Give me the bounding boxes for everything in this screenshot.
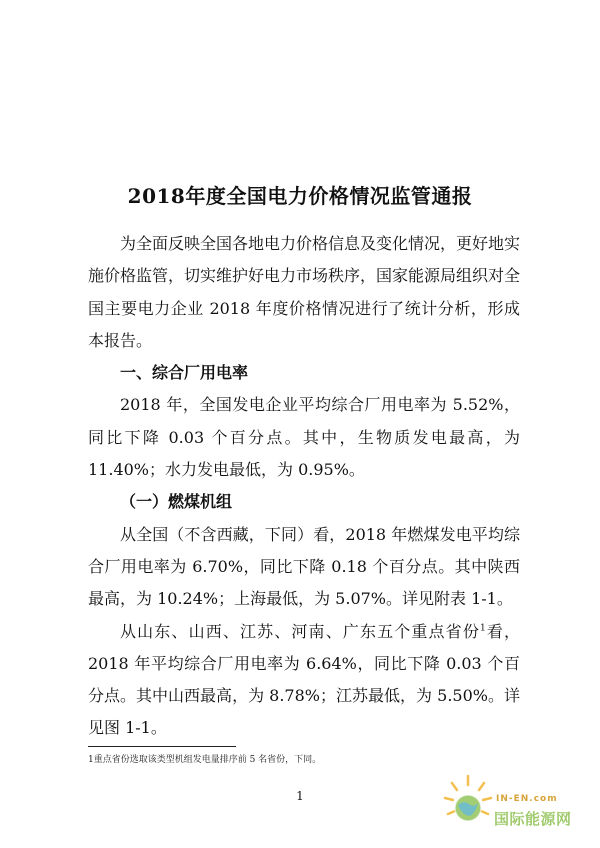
section-paragraph: 2018 年，全国发电企业平均综合厂用电率为 5.52%，同比下降 0.03 个百分点。其中，生物质发电最高，为 11.40%；水力发电最低，为 0.95%。 bbox=[88, 395, 520, 480]
section-heading: 一、综合厂用电率 bbox=[120, 363, 249, 383]
subsection-paragraph-2 bbox=[88, 616, 520, 745]
paragraph-text-before: 从山东、山西、江苏、河南、广东五个重点省份 bbox=[120, 621, 480, 641]
subsection-heading: （一）燃煤机组 bbox=[120, 492, 233, 512]
watermark-logo bbox=[440, 772, 590, 840]
subsection-paragraph-1: 从全国（不含西藏，下同）看，2018 年燃煤发电平均综合厂用电率为 6.70%，同比下降 0.18 个百分点。其中陕西最高，为 10.24%；上海最低，为 5.07%。详见附表 1-1。 bbox=[88, 524, 520, 609]
page-number: 1 bbox=[296, 789, 304, 803]
footnote-text: 1重点省份选取该类型机组发电量排序前 5 名省份，下同。 bbox=[88, 755, 322, 765]
watermark-domain: IN-EN.com bbox=[496, 794, 558, 804]
document-body bbox=[88, 228, 520, 745]
intro-paragraph: 为全面反映全国各地电力价格信息及变化情况，更好地实施价格监管，切实维护好电力市场秩序，国家能源局组织对全国主要电力企业 2018 年度价格情况进行了统计分析，形成本报告。 bbox=[88, 234, 521, 350]
footnote-marker[interactable]: 1 bbox=[479, 623, 486, 634]
footnote-rule bbox=[88, 746, 236, 747]
document-title: 2018年度全国电力价格情况监管通报 bbox=[127, 184, 473, 208]
watermark-brand: 国际能源网 bbox=[494, 810, 572, 828]
paragraph-text-after: 看，2018 年平均综合厂用电率为 6.64%，同比下降 0.03 个百分点。其中山西最高，为 8.78%；江苏最低，为 5.50%。详见图 1-1。 bbox=[88, 621, 520, 738]
sun-globe-icon bbox=[440, 772, 496, 840]
